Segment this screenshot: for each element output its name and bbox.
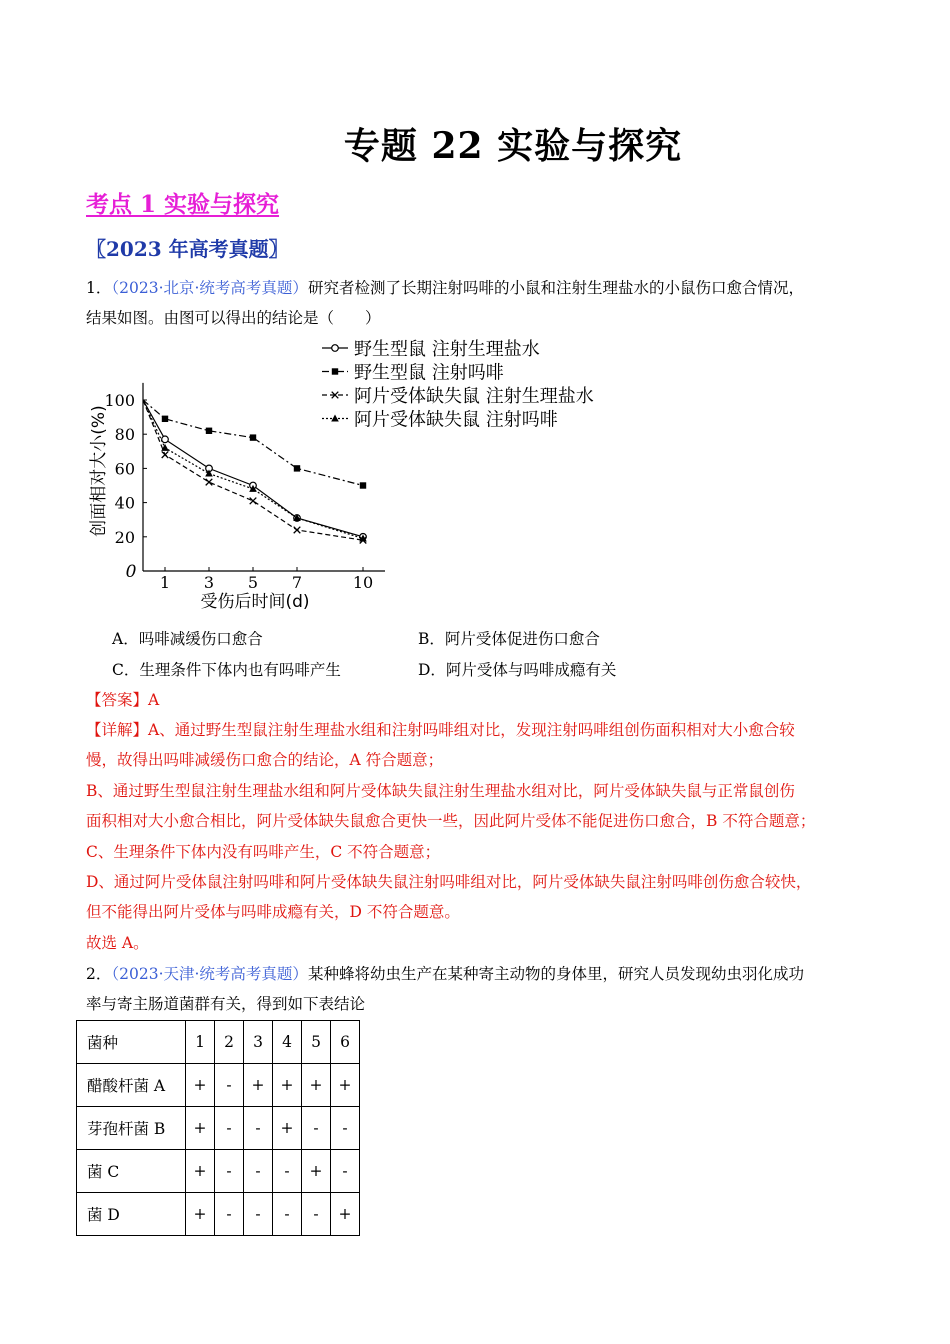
table-cell: + [302,1150,331,1193]
q1-analysis-line4: 面积相对大小愈合相比，阿片受体缺失鼠愈合更快一些，因此阿片受体不能促进伤口愈合，B 不符合题意； [86,812,816,830]
legend-label-1: 野生型鼠 注射生理盐水 [354,339,540,360]
table-cell: + [273,1064,302,1107]
q1-number: 1． [86,279,112,297]
table-cell: + [302,1064,331,1107]
table-header-cell: 2 [215,1021,244,1064]
legend-marker-2 [332,368,338,374]
analysis-label: 【详解】 [86,721,149,739]
page-title: 专题 22 实验与探究 [343,125,683,167]
q1-option-d: D．阿片受体与吗啡成瘾有关 [418,661,617,679]
q2-stem-line2: 率与寄主肠道菌群有关，得到如下表结论 [86,995,366,1013]
legend-marker-1 [332,345,339,352]
q1-stem-line2: 结果如图。由图可以得出的结论是（ ） [86,309,381,327]
table-cell: - [215,1107,244,1150]
q1-analysis-line5: C、生理条件下体内没有吗啡产生，C 不符合题意； [86,843,441,861]
data-point [250,498,257,505]
q2-stem-line1 [86,959,876,989]
section-heading: 考点 1 实验与探究 [86,191,280,218]
table-header-cell: 3 [244,1021,273,1064]
table-header-cell: 4 [273,1021,302,1064]
x-tick-label: 5 [247,573,259,592]
data-point [360,482,366,488]
table-cell: + [186,1107,215,1150]
x-tick-label: 10 [352,573,374,592]
table-cell: - [302,1107,331,1150]
q1-analysis-line1 [86,715,876,745]
y-axis-label: 创面相对大小(%) [89,405,109,537]
y-tick-label: 100 [104,391,135,410]
table-cell: + [273,1107,302,1150]
legend-label-2: 野生型鼠 注射吗啡 [354,362,504,384]
table-cell: + [244,1064,273,1107]
table-cell: + [331,1193,360,1236]
q1-stem-text: 研究者检测了长期注射吗啡的小鼠和注射生理盐水的小鼠伤口愈合情况， [307,279,804,297]
table-cell: - [215,1193,244,1236]
x-tick-label: 3 [203,573,215,592]
q1-option-b: B．阿片受体促进伤口愈合 [418,630,600,648]
table-header-cell: 1 [186,1021,215,1064]
table-cell: - [273,1193,302,1236]
x-axis-label: 受伤后时间(d) [200,592,310,612]
table-cell: 芽孢杆菌 B [77,1107,186,1150]
q1-analysis-line2: 慢，故得出吗啡减缓伤口愈合的结论，A 符合题意； [86,751,444,769]
legend-label-3: 阿片受体缺失鼠 注射生理盐水 [354,386,594,407]
table-cell: + [186,1064,215,1107]
data-point [162,436,169,443]
table-cell: + [186,1150,215,1193]
x-tick-label: 7 [291,573,303,592]
series-line-4 [143,400,363,539]
answer-value: A [148,691,160,709]
x-tick-label: 1 [159,573,171,592]
wound-healing-chart [82,330,622,615]
table-cell: - [215,1064,244,1107]
q1-analysis-line6: D、通过阿片受体鼠注射吗啡和阿片受体缺失鼠注射吗啡组对比，阿片受体缺失鼠注射吗啡创伤愈合较快， [86,873,812,891]
y-tick-label: 40 [114,493,135,513]
answer-label: 【答案】 [86,691,149,709]
table-row [77,1150,360,1193]
table-cell: - [302,1193,331,1236]
table-cell: - [244,1107,273,1150]
q1-option-c: C．生理条件下体内也有吗啡产生 [112,661,341,679]
table-header-cell: 菌种 [77,1021,186,1064]
table-cell: - [331,1150,360,1193]
legend-label-4: 阿片受体缺失鼠 注射吗啡 [354,409,558,431]
q1-analysis-line3: B、通过野生型鼠注射生理盐水组和阿片受体缺失鼠注射生理盐水组对比，阿片受体缺失鼠与正常鼠创伤 [86,782,795,800]
q1-stem-line1 [86,273,876,303]
table-cell: + [331,1064,360,1107]
q1-conclusion: 故选 A。 [86,934,149,952]
y-tick-label: 80 [114,425,135,445]
table-cell: 醋酸杆菌 A [77,1064,186,1107]
table-cell: 菌 D [77,1193,186,1236]
table-row [77,1193,360,1236]
q1-answer [86,685,876,715]
series-line-1 [143,400,363,537]
series-line-2 [143,400,363,486]
q2-source: （2023·天津·统考高考真题） [111,965,308,983]
data-point [162,451,169,458]
q1-option-a: A．吗啡减缓伤口愈合 [112,630,263,648]
series-line-3 [143,400,363,540]
year-heading: 〖2023 年高考真题〗 [86,237,289,261]
table-header-row [77,1021,360,1064]
origin-label: 0 [125,562,137,582]
table-row [77,1107,360,1150]
data-point [206,479,213,486]
table-cell: - [215,1150,244,1193]
table-header-cell: 5 [302,1021,331,1064]
y-tick-label: 60 [114,459,135,479]
table-row [77,1064,360,1107]
data-point [206,428,212,434]
q1-analysis-line7: 但不能得出阿片受体与吗啡成瘾有关，D 不符合题意。 [86,903,460,921]
data-point [294,527,301,534]
table-cell: - [244,1193,273,1236]
table-header-cell: 6 [331,1021,360,1064]
data-point [250,434,256,440]
table-cell: + [186,1193,215,1236]
table-cell: - [331,1107,360,1150]
bacteria-table [76,1020,360,1236]
q1-source: （2023·北京·统考高考真题） [111,279,308,297]
table-cell: - [244,1150,273,1193]
analysis-text: A、通过野生型鼠注射生理盐水组和注射吗啡组对比，发现注射吗啡组创伤面积相对大小愈合较 [148,721,795,739]
table-cell: 菌 C [77,1150,186,1193]
table-cell: - [273,1150,302,1193]
y-tick-label: 20 [114,527,135,547]
data-point [294,465,300,471]
q2-number: 2． [86,965,112,983]
legend-marker-4 [331,415,339,422]
q2-stem-text: 某种蜂将幼虫生产在某种寄主动物的身体里，研究人员发现幼虫羽化成功 [307,965,804,983]
data-point [162,416,168,422]
